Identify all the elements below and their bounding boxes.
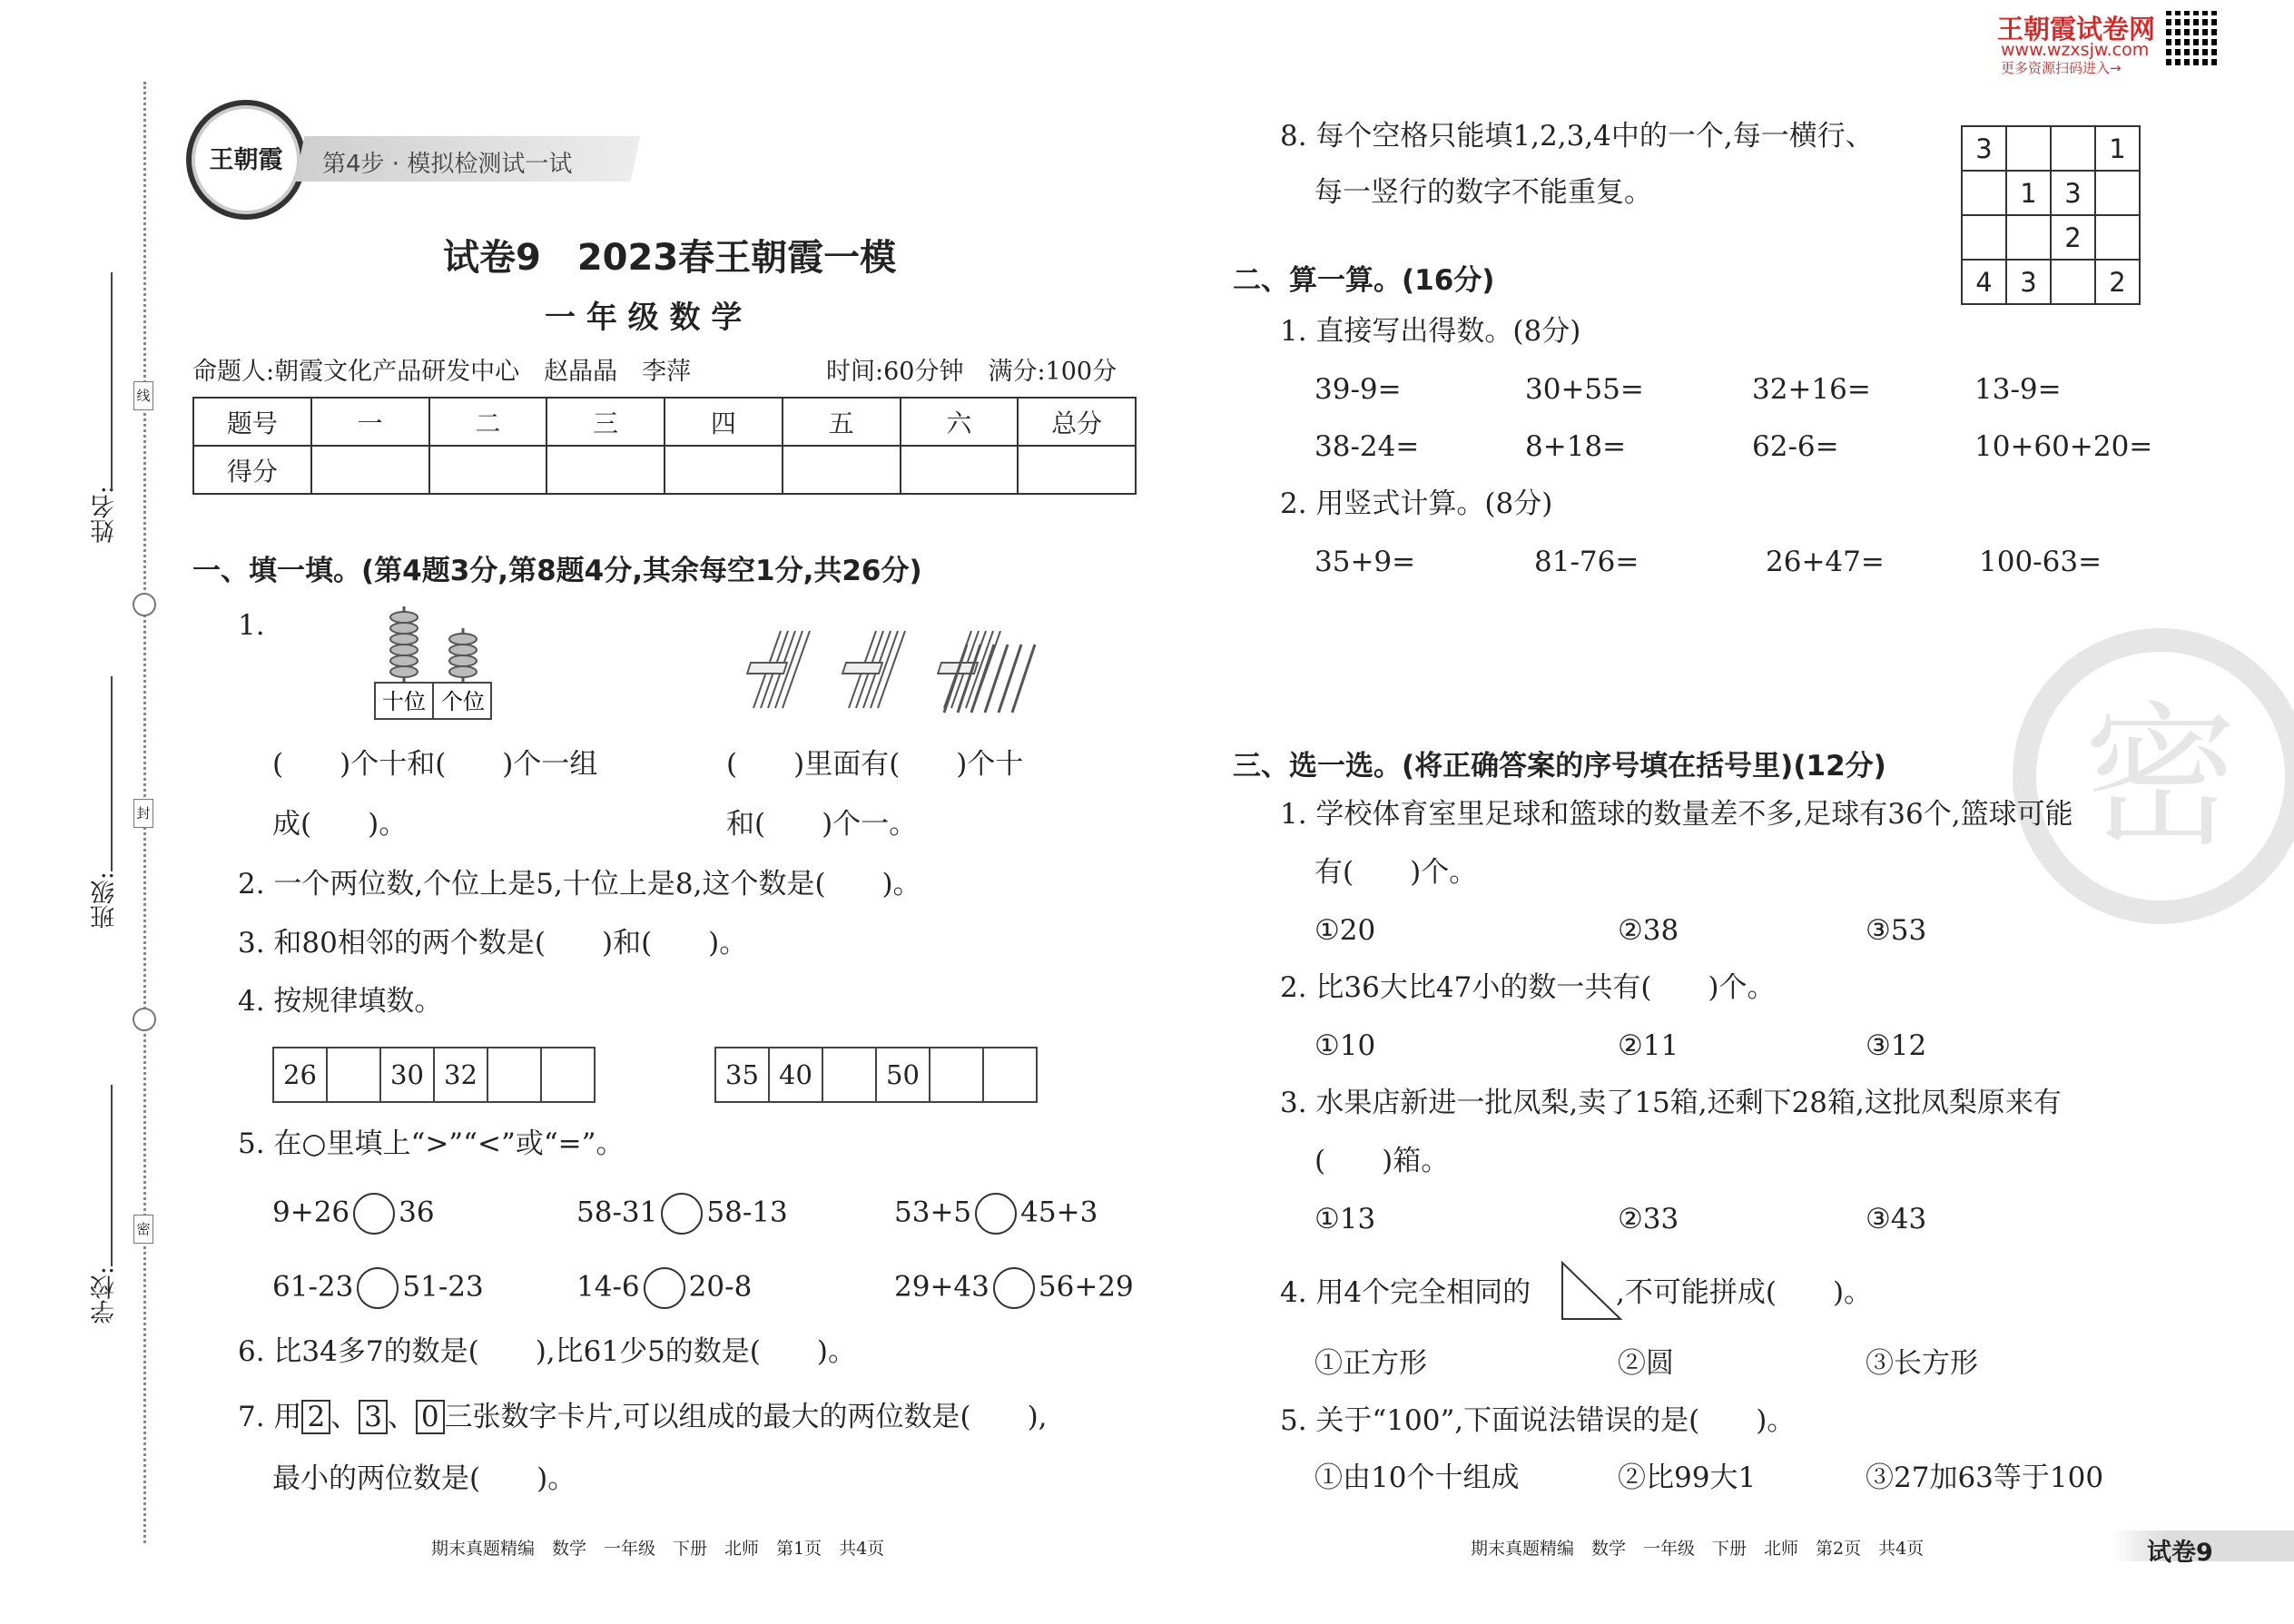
score-cell[interactable] bbox=[546, 446, 665, 494]
compare-left: 58-31 bbox=[576, 1196, 658, 1229]
footer-right: 期末真题精编 数学 一年级 下册 北师 第2页 共4页 bbox=[1471, 1539, 1925, 1559]
right-triangle-icon bbox=[1560, 1260, 1623, 1322]
qr-code-icon bbox=[2166, 11, 2220, 65]
exam-time: 时间:60分钟 满分:100分 bbox=[826, 358, 1117, 386]
compare-left: 29+43 bbox=[894, 1270, 989, 1304]
sequence-cell-blank[interactable] bbox=[542, 1048, 594, 1101]
s1-q8-line2: 每一竖行的数字不能重复。 bbox=[1314, 176, 1652, 209]
sudoku-row bbox=[1962, 171, 2140, 215]
option[interactable]: ①10 bbox=[1314, 1029, 1376, 1062]
option[interactable]: ③12 bbox=[1866, 1029, 1927, 1062]
s2-part2: 2. 用竖式计算。(8分) bbox=[1280, 487, 1553, 520]
compare-circle[interactable] bbox=[353, 1193, 395, 1235]
section1-title: 一、填一填。(第4题3分,第8题4分,其余每空1分,共26分) bbox=[192, 555, 922, 587]
binding-mark-secret: 密 bbox=[133, 1215, 153, 1244]
logo-text: 王朝霞 bbox=[209, 146, 283, 174]
section2-title: 二、算一算。(16分) bbox=[1233, 264, 1495, 297]
sudoku-cell: 2 bbox=[2095, 260, 2140, 304]
sudoku-cell: 1 bbox=[2006, 171, 2051, 215]
option[interactable]: ③27加63等于100 bbox=[1866, 1462, 2104, 1494]
loose-sticks-icon bbox=[940, 640, 1049, 717]
binding-hole-icon bbox=[133, 1008, 156, 1031]
sequence-cell: 26 bbox=[274, 1048, 328, 1101]
s3-q3-line2: ( )箱。 bbox=[1314, 1145, 1450, 1177]
compare-item bbox=[576, 1267, 752, 1309]
s3-q1-line1: 1. 学校体育室里足球和篮球的数量差不多,足球有36个,篮球可能 bbox=[1280, 798, 2073, 831]
calc-item: 62-6= bbox=[1752, 430, 1839, 463]
score-cell[interactable] bbox=[429, 446, 547, 494]
s1-q1-number: 1. bbox=[238, 609, 265, 642]
footer-left: 期末真题精编 数学 一年级 下册 北师 第1页 共4页 bbox=[431, 1539, 885, 1559]
calc-item: 13-9= bbox=[1974, 373, 2062, 406]
s3-q4-prefix: 4. 用4个完全相同的 bbox=[1280, 1276, 1531, 1309]
s3-q5: 5. 关于“100”,下面说法错误的是( )。 bbox=[1280, 1404, 1796, 1437]
option[interactable]: ③43 bbox=[1866, 1203, 1927, 1235]
sequence-cell-blank[interactable] bbox=[488, 1048, 542, 1101]
s1-q7-prefix: 7. 用 bbox=[238, 1401, 302, 1433]
calc-item: 30+55= bbox=[1525, 373, 1644, 406]
sudoku-cell: 2 bbox=[2051, 215, 2095, 260]
s1-q4: 4. 按规律填数。 bbox=[238, 985, 443, 1018]
option[interactable]: ①13 bbox=[1314, 1203, 1376, 1235]
s1-q7: 7. 用 2 、 3 、 0 三张数字卡片,可以组成的最大的两位数是( ), bbox=[238, 1401, 1048, 1433]
sudoku-cell[interactable] bbox=[2095, 171, 2140, 215]
sudoku-row bbox=[1962, 215, 2140, 260]
binding-hole-icon bbox=[133, 593, 156, 616]
score-cell[interactable] bbox=[311, 446, 429, 494]
s2-part1: 1. 直接写出得数。(8分) bbox=[1280, 315, 1581, 348]
number-card: 3 bbox=[359, 1400, 388, 1434]
compare-item bbox=[576, 1193, 788, 1235]
sequence-cell: 40 bbox=[770, 1048, 823, 1101]
score-cell[interactable] bbox=[901, 446, 1019, 494]
calc-item: 39-9= bbox=[1314, 373, 1402, 406]
vertical-calc-item: 26+47= bbox=[1766, 546, 1885, 578]
section3-title: 三、选一选。(将正确答案的序号填在括号里)(12分) bbox=[1233, 750, 1886, 782]
sudoku-cell[interactable] bbox=[2006, 126, 2051, 171]
footer-exam-tag: 试卷9 bbox=[2147, 1539, 2213, 1567]
compare-item bbox=[272, 1267, 484, 1309]
score-header-cell: 三 bbox=[546, 398, 665, 446]
step-banner-text: 第4步 · 模拟检测试一试 bbox=[322, 151, 573, 178]
option[interactable]: ③53 bbox=[1866, 914, 1927, 947]
stamp-char: 密 bbox=[2082, 688, 2239, 868]
s1-q1a-line1: ( )个十和( )个一组 bbox=[272, 748, 598, 781]
sequence-cell: 35 bbox=[716, 1048, 770, 1101]
watermark-url: www.wzxsjw.com bbox=[2001, 40, 2150, 60]
score-value-row bbox=[193, 446, 1136, 494]
sudoku-cell[interactable] bbox=[1962, 171, 2006, 215]
sudoku-cell: 3 bbox=[2006, 260, 2051, 304]
vertical-calc-item: 100-63= bbox=[1979, 546, 2102, 578]
logo-badge bbox=[186, 100, 306, 220]
option[interactable]: ①正方形 bbox=[1314, 1347, 1427, 1380]
calc-item: 38-24= bbox=[1314, 430, 1420, 463]
binding-name-line bbox=[111, 272, 113, 490]
score-table bbox=[192, 397, 1137, 495]
score-header-cell: 四 bbox=[665, 398, 783, 446]
compare-item bbox=[894, 1193, 1098, 1235]
sequence-cell: 50 bbox=[877, 1048, 930, 1101]
compare-right: 58-13 bbox=[706, 1196, 788, 1229]
compare-right: 51-23 bbox=[402, 1270, 484, 1304]
sequence-cell: 30 bbox=[381, 1048, 435, 1101]
compare-circle[interactable] bbox=[975, 1193, 1017, 1235]
compare-right: 36 bbox=[399, 1196, 435, 1229]
s3-q3-line1: 3. 水果店新进一批凤梨,卖了15箱,还剩下28箱,这批凤梨原来有 bbox=[1280, 1087, 2062, 1119]
stamp-watermark-icon bbox=[2011, 626, 2294, 926]
compare-left: 53+5 bbox=[894, 1196, 972, 1229]
s1-q7-suffix: 三张数字卡片,可以组成的最大的两位数是( ), bbox=[444, 1401, 1048, 1433]
sudoku-cell: 4 bbox=[1962, 260, 2006, 304]
score-row-label: 得分 bbox=[193, 446, 311, 494]
compare-item bbox=[894, 1267, 1134, 1309]
page-title: 试卷9 2023春王朝霞一模 bbox=[443, 237, 897, 279]
number-card: 0 bbox=[416, 1400, 445, 1434]
binding-mark-seal: 封 bbox=[133, 799, 153, 828]
abacus-tens-label: 十位 bbox=[382, 689, 426, 714]
abacus-icon bbox=[372, 606, 499, 726]
watermark-tagline: 更多资源扫码进入→ bbox=[2001, 60, 2122, 76]
option[interactable]: ③长方形 bbox=[1866, 1347, 1978, 1380]
sudoku-cell[interactable] bbox=[2095, 215, 2140, 260]
watermark-site: 王朝霞试卷网 bbox=[1997, 14, 2156, 44]
s1-q6: 6. 比34多7的数是( ),比61少5的数是( )。 bbox=[238, 1335, 856, 1368]
calc-item: 32+16= bbox=[1752, 373, 1871, 406]
score-header-cell: 一 bbox=[311, 398, 429, 446]
option[interactable]: ①由10个十组成 bbox=[1314, 1462, 1520, 1494]
score-header-cell: 五 bbox=[783, 398, 901, 446]
score-header-cell: 二 bbox=[429, 398, 547, 446]
score-header-cell: 总分 bbox=[1018, 398, 1136, 446]
compare-left: 14-6 bbox=[576, 1270, 640, 1304]
compare-left: 61-23 bbox=[272, 1270, 354, 1304]
option[interactable]: ②38 bbox=[1618, 914, 1679, 947]
compare-right: 45+3 bbox=[1020, 1196, 1098, 1229]
sequence-cell: 32 bbox=[435, 1048, 488, 1101]
binding-class-label: 班级: bbox=[91, 871, 119, 930]
option[interactable]: ②11 bbox=[1618, 1029, 1679, 1062]
sudoku-cell: 1 bbox=[2095, 126, 2140, 171]
score-cell[interactable] bbox=[783, 446, 901, 494]
sequence-boxes-2 bbox=[714, 1047, 1038, 1103]
binding-school-label: 学校: bbox=[91, 1266, 119, 1324]
vertical-calc-item: 35+9= bbox=[1314, 546, 1416, 578]
binding-school-line bbox=[111, 1085, 113, 1266]
option[interactable]: ①20 bbox=[1314, 914, 1376, 947]
compare-circle[interactable] bbox=[993, 1267, 1035, 1309]
s1-q8-line1: 8. 每个空格只能填1,2,3,4中的一个,每一横行、 bbox=[1280, 120, 1874, 153]
binding-class-line bbox=[111, 676, 113, 871]
compare-right: 56+29 bbox=[1038, 1270, 1134, 1304]
s1-q1b-line1: ( )里面有( )个十 bbox=[726, 748, 1024, 781]
sudoku-cell: 3 bbox=[2051, 171, 2095, 215]
vertical-calc-item: 81-76= bbox=[1534, 546, 1639, 578]
exam-author: 命题人:朝霞文化产品研发中心 赵晶晶 李萍 bbox=[192, 358, 692, 386]
sequence-cell-blank[interactable] bbox=[328, 1048, 381, 1101]
compare-item bbox=[272, 1193, 435, 1235]
sequence-cell-blank[interactable] bbox=[930, 1048, 984, 1101]
s3-q2: 2. 比36大比47小的数一共有( )个。 bbox=[1280, 971, 1776, 1004]
s3-q4-suffix: ,不可能拼成( )。 bbox=[1616, 1276, 1873, 1309]
score-header-cell: 题号 bbox=[193, 398, 311, 446]
s1-q7-line2: 最小的两位数是( )。 bbox=[272, 1462, 576, 1495]
s1-q1a-line2: 成( )。 bbox=[272, 808, 408, 841]
sudoku-cell[interactable] bbox=[2006, 215, 2051, 260]
sequence-boxes-1 bbox=[272, 1047, 596, 1103]
option[interactable]: ②圆 bbox=[1618, 1347, 1674, 1380]
compare-left: 9+26 bbox=[272, 1196, 350, 1229]
page-subtitle: 一 年 级 数 学 bbox=[545, 300, 743, 336]
score-header-cell: 六 bbox=[901, 398, 1019, 446]
binding-mark-line: 线 bbox=[133, 381, 153, 410]
sudoku-grid bbox=[1961, 125, 2141, 305]
s1-q3: 3. 和80相邻的两个数是( )和( )。 bbox=[238, 927, 748, 960]
sudoku-cell[interactable] bbox=[1962, 215, 2006, 260]
compare-circle[interactable] bbox=[357, 1267, 399, 1309]
option[interactable]: ②比99大1 bbox=[1618, 1462, 1757, 1494]
s1-q2: 2. 一个两位数,个位上是5,十位上是8,这个数是( )。 bbox=[238, 868, 921, 901]
compare-circle[interactable] bbox=[661, 1193, 703, 1235]
score-cell[interactable] bbox=[665, 446, 783, 494]
compare-right: 20-8 bbox=[688, 1270, 753, 1304]
option[interactable]: ②33 bbox=[1618, 1203, 1679, 1235]
score-header-row bbox=[193, 398, 1136, 446]
sudoku-row bbox=[1962, 126, 2140, 171]
s3-q1-line2: 有( )个。 bbox=[1314, 856, 1478, 889]
number-card: 2 bbox=[301, 1400, 330, 1434]
sudoku-cell[interactable] bbox=[2051, 260, 2095, 304]
sudoku-cell[interactable] bbox=[2051, 126, 2095, 171]
binding-name-label: 姓名: bbox=[91, 486, 119, 544]
score-cell[interactable] bbox=[1018, 446, 1136, 494]
calc-item: 8+18= bbox=[1525, 430, 1627, 463]
sudoku-cell: 3 bbox=[1962, 126, 2006, 171]
abacus-ones-label: 个位 bbox=[441, 689, 485, 714]
sequence-cell-blank[interactable] bbox=[823, 1048, 877, 1101]
compare-circle[interactable] bbox=[644, 1267, 685, 1309]
sudoku-row bbox=[1962, 260, 2140, 304]
s1-q5: 5. 在○里填上“>”“<”或“=”。 bbox=[238, 1127, 625, 1160]
sequence-cell-blank[interactable] bbox=[984, 1048, 1036, 1101]
s1-q1b-line2: 和( )个一。 bbox=[726, 808, 918, 841]
calc-item: 10+60+20= bbox=[1974, 430, 2153, 463]
